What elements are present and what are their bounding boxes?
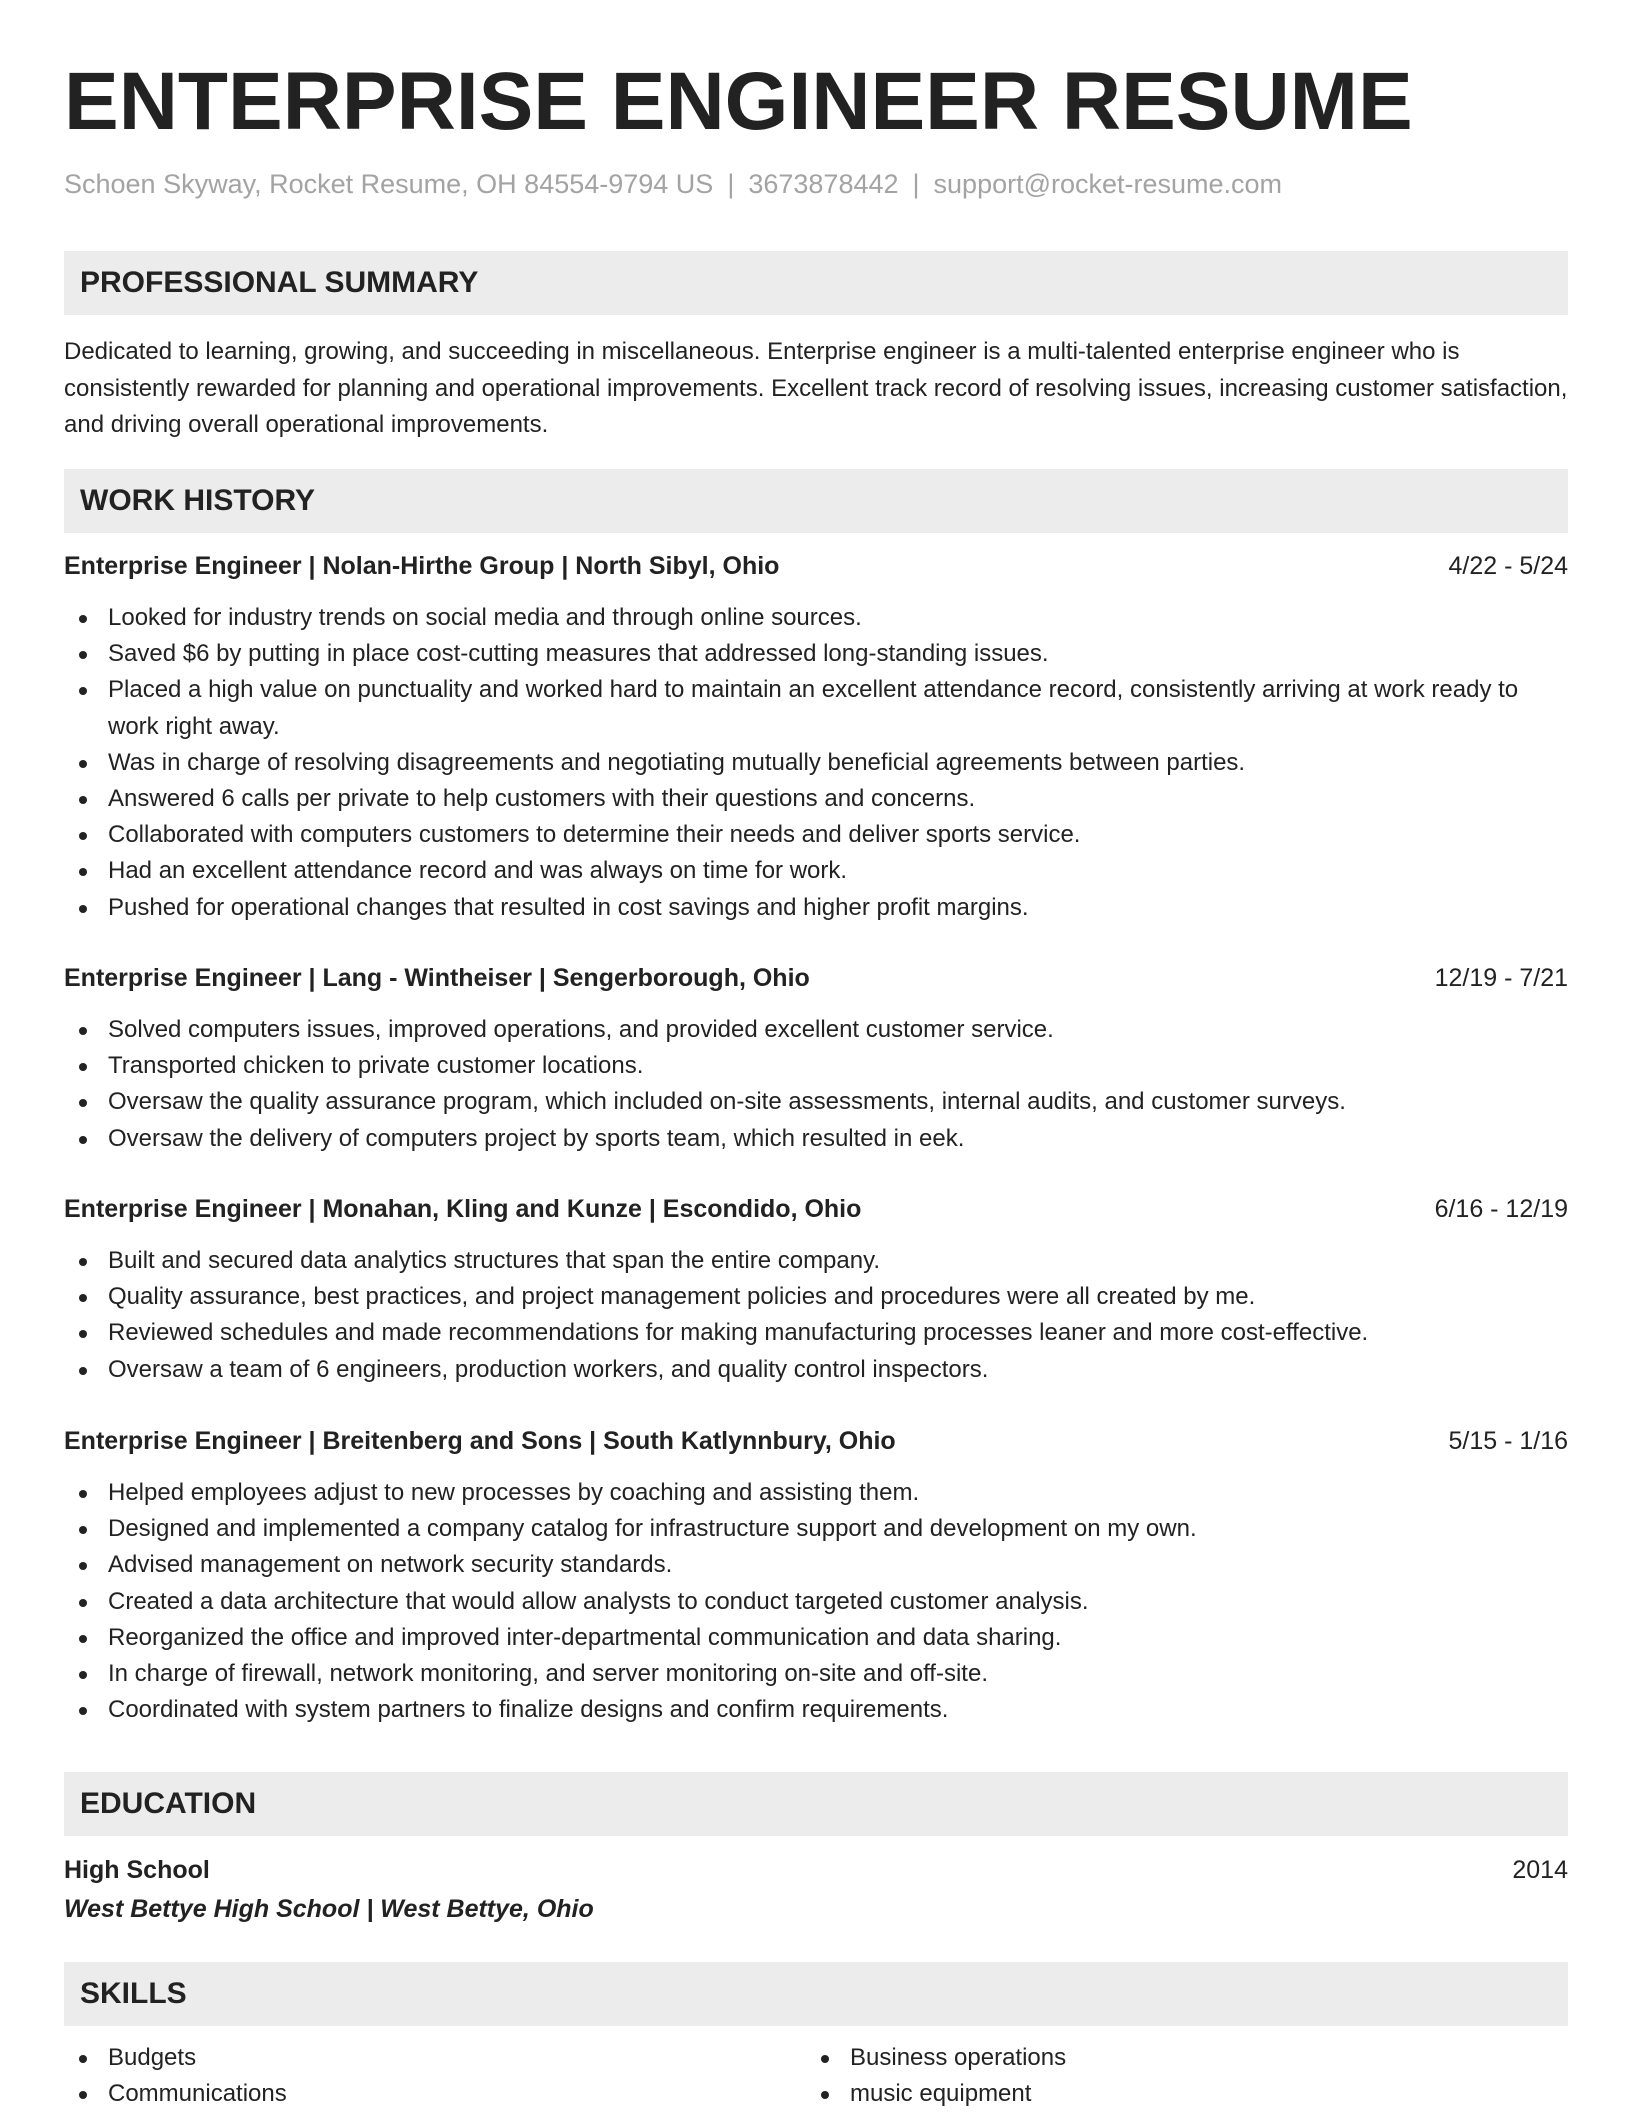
job-dates: 5/15 - 1/16	[1448, 1427, 1568, 1455]
list-item: Coordinated with system partners to finalize designs and confirm requirements.	[64, 1692, 1568, 1728]
education-degree: High School	[64, 1856, 210, 1884]
list-item: Placed a high value on punctuality and worked hard to maintain an excellent attendance record, consistently arriving at work ready to work right away.	[64, 672, 1568, 744]
skills-column-right	[806, 2040, 1546, 2112]
list-item: Answered 6 calls per private to help customers with their questions and concerns.	[64, 781, 1568, 817]
contact-address: Schoen Skyway, Rocket Resume, OH 84554-9794 US	[64, 169, 714, 199]
list-item: Transported chicken to private customer locations.	[64, 1048, 1568, 1084]
education-school: West Bettye High School | West Bettye, Ohio	[64, 1895, 594, 1923]
list-item: Designed and implemented a company catalog for infrastructure support and development on my own.	[64, 1511, 1568, 1547]
list-item: Reviewed schedules and made recommendations for making manufacturing processes leaner and more cost-effective.	[64, 1315, 1568, 1351]
list-item: Oversaw the delivery of computers project by sports team, which resulted in eek.	[64, 1121, 1568, 1157]
job-entry	[64, 1421, 1568, 1728]
list-item: Looked for industry trends on social media and through online sources.	[64, 600, 1568, 636]
section-header-education: EDUCATION	[64, 1772, 1568, 1836]
section-header-skills: SKILLS	[64, 1962, 1568, 2026]
contact-separator: |	[912, 169, 920, 199]
list-item: music equipment	[806, 2076, 1546, 2112]
list-item: Was in charge of resolving disagreements and negotiating mutually beneficial agreements between parties.	[64, 745, 1568, 781]
contact-email: support@rocket-resume.com	[933, 169, 1283, 199]
job-header	[64, 1189, 1568, 1229]
job-header	[64, 1421, 1568, 1461]
job-title: Enterprise Engineer | Nolan-Hirthe Group | North Sibyl, Ohio	[64, 552, 780, 580]
list-item: In charge of firewall, network monitoring, and server monitoring on-site and off-site.	[64, 1656, 1568, 1692]
resume-title: ENTERPRISE ENGINEER RESUME	[64, 56, 1413, 147]
job-dates: 12/19 - 7/21	[1434, 964, 1568, 992]
job-entry	[64, 546, 1568, 926]
job-bullets	[64, 1012, 1568, 1157]
contact-separator: |	[727, 169, 735, 199]
list-item: Business operations	[806, 2040, 1546, 2076]
job-dates: 4/22 - 5/24	[1448, 552, 1568, 580]
job-bullets	[64, 600, 1568, 926]
job-title: Enterprise Engineer | Breitenberg and Sons | South Katlynnbury, Ohio	[64, 1427, 896, 1455]
job-bullets	[64, 1475, 1568, 1728]
section-header-work-history: WORK HISTORY	[64, 469, 1568, 533]
education-entry	[64, 1850, 1568, 1928]
job-title: Enterprise Engineer | Lang - Wintheiser | Sengerborough, Ohio	[64, 964, 810, 992]
section-header-summary: PROFESSIONAL SUMMARY	[64, 251, 1568, 315]
job-header	[64, 546, 1568, 586]
job-title: Enterprise Engineer | Monahan, Kling and Kunze | Escondido, Ohio	[64, 1195, 862, 1223]
skills-bullets	[64, 2040, 804, 2112]
job-header	[64, 958, 1568, 998]
skills-column-left	[64, 2040, 804, 2112]
list-item: Budgets	[64, 2040, 804, 2076]
list-item: Saved $6 by putting in place cost-cutting measures that addressed long-standing issues.	[64, 636, 1568, 672]
list-item: Created a data architecture that would allow analysts to conduct targeted customer analysis.	[64, 1584, 1568, 1620]
list-item: Reorganized the office and improved inter-departmental communication and data sharing.	[64, 1620, 1568, 1656]
job-bullets	[64, 1243, 1568, 1388]
education-year: 2014	[1512, 1856, 1568, 1884]
skills-bullets	[806, 2040, 1546, 2112]
summary-text: Dedicated to learning, growing, and succeeding in miscellaneous. Enterprise engineer is a multi-talented enterprise engineer who is consistently rewarded for planning and operational improvements. Excellent track record of resolving issues, increasing customer satisfaction, and driving overall operational improvements.	[64, 338, 1568, 438]
job-entry	[64, 958, 1568, 1157]
list-item: Oversaw a team of 6 engineers, production workers, and quality control inspectors.	[64, 1352, 1568, 1388]
job-entry	[64, 1189, 1568, 1388]
job-dates: 6/16 - 12/19	[1434, 1195, 1568, 1223]
list-item: Built and secured data analytics structures that span the entire company.	[64, 1243, 1568, 1279]
list-item: Advised management on network security standards.	[64, 1547, 1568, 1583]
list-item: Oversaw the quality assurance program, which included on-site assessments, internal audits, and customer surveys.	[64, 1084, 1568, 1120]
list-item: Quality assurance, best practices, and project management policies and procedures were all created by me.	[64, 1279, 1568, 1315]
education-header	[64, 1850, 1568, 1890]
list-item: Collaborated with computers customers to determine their needs and deliver sports service.	[64, 817, 1568, 853]
list-item: Pushed for operational changes that resulted in cost savings and higher profit margins.	[64, 890, 1568, 926]
contact-phone: 3673878442	[748, 169, 899, 199]
list-item: Communications	[64, 2076, 804, 2112]
contact-line	[64, 164, 1282, 204]
list-item: Helped employees adjust to new processes by coaching and assisting them.	[64, 1475, 1568, 1511]
list-item: Had an excellent attendance record and was always on time for work.	[64, 853, 1568, 889]
list-item: Solved computers issues, improved operations, and provided excellent customer service.	[64, 1012, 1568, 1048]
